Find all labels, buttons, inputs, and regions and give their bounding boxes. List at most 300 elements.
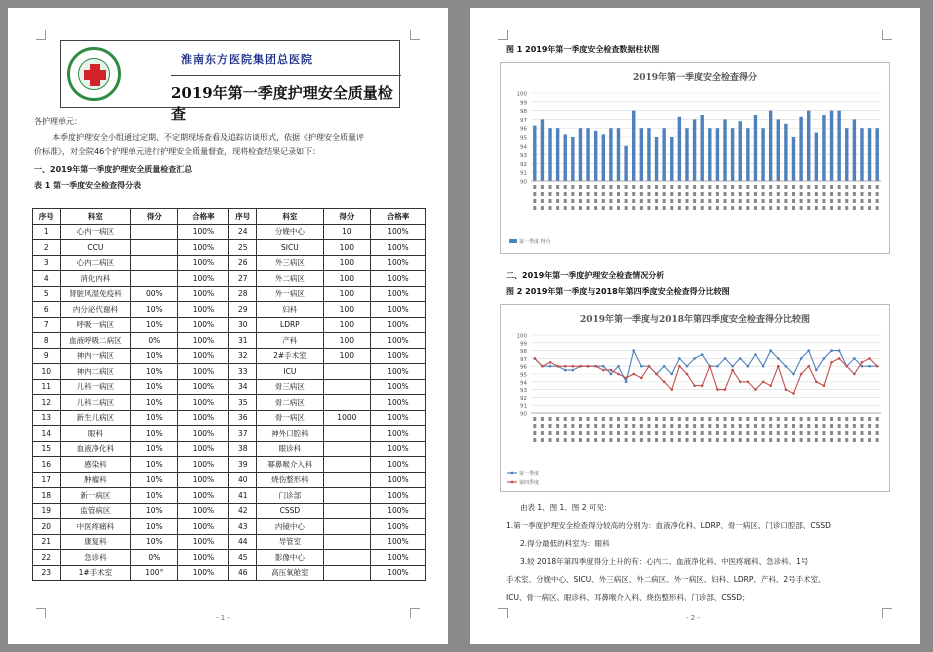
table-cell: 外三病区: [256, 255, 323, 271]
y-tick-label: 95: [520, 372, 527, 379]
x-tick-label: [693, 206, 696, 210]
table-cell: 100%: [178, 472, 229, 488]
table-cell: 门诊部: [256, 488, 323, 504]
data-point: [747, 365, 750, 368]
x-tick-label: [716, 192, 719, 196]
y-tick-label: 100: [516, 333, 527, 340]
data-point: [693, 384, 696, 387]
x-tick-label: [838, 424, 841, 428]
x-tick-label: [617, 431, 620, 435]
table-row: [33, 364, 426, 380]
bar: [632, 111, 635, 181]
data-point: [739, 381, 742, 384]
table-cell: 影像中心: [256, 550, 323, 566]
bar: [807, 111, 810, 181]
x-tick-label: [754, 417, 757, 421]
x-tick-label: [533, 417, 536, 421]
table-cell: 32: [229, 348, 257, 364]
data-point: [762, 381, 765, 384]
y-tick-label: 98: [520, 349, 527, 356]
table-cell: 肿瘤科: [60, 472, 131, 488]
x-tick-label: [571, 431, 574, 435]
table-cell: 100: [323, 271, 370, 287]
x-tick-label: [815, 431, 818, 435]
x-tick-label: [533, 438, 536, 442]
data-point: [534, 357, 537, 360]
table-row: [33, 503, 426, 519]
x-tick-label: [876, 424, 879, 428]
bar-chart-container: [500, 62, 890, 254]
bar: [875, 128, 878, 181]
x-tick-label: [845, 199, 848, 203]
bar: [602, 134, 605, 181]
table-cell: CCU: [60, 240, 131, 256]
table-cell: 心内二病区: [60, 255, 131, 271]
table-cell: 44: [229, 534, 257, 550]
x-tick-label: [533, 431, 536, 435]
x-tick-label: [792, 185, 795, 189]
x-tick-label: [701, 199, 704, 203]
table-cell: [323, 426, 370, 442]
x-tick-label: [830, 431, 833, 435]
data-point: [655, 373, 658, 376]
x-tick-label: [556, 424, 559, 428]
x-tick-label: [754, 192, 757, 196]
x-tick-label: [876, 438, 879, 442]
bar: [594, 131, 597, 181]
x-tick-label: [579, 438, 582, 442]
data-point: [807, 349, 810, 352]
bar: [670, 137, 673, 181]
table-cell: 妇科: [256, 302, 323, 318]
x-tick-label: [762, 185, 765, 189]
x-tick-label: [777, 438, 780, 442]
x-tick-label: [769, 206, 772, 210]
x-tick-label: [533, 192, 536, 196]
table-cell: 38: [229, 441, 257, 457]
table-row: [33, 550, 426, 566]
crop-mark: [882, 30, 892, 40]
x-tick-label: [632, 192, 635, 196]
table-cell: 10%: [131, 534, 178, 550]
bar: [784, 124, 787, 181]
table-cell: [323, 534, 370, 550]
table-header-cell: 序号: [229, 209, 257, 225]
data-point: [785, 388, 788, 391]
bar: [716, 128, 719, 181]
x-tick-label: [549, 417, 552, 421]
x-tick-label: [685, 424, 688, 428]
bar: [533, 126, 536, 181]
table-cell: 眼科: [60, 426, 131, 442]
x-tick-label: [663, 424, 666, 428]
x-tick-label: [655, 431, 658, 435]
x-tick-label: [663, 185, 666, 189]
x-tick-label: [647, 424, 650, 428]
table-cell: 100%: [370, 488, 425, 504]
data-point: [594, 365, 597, 368]
table-cell: 11: [33, 379, 61, 395]
table-row: [33, 302, 426, 318]
x-tick-label: [815, 438, 818, 442]
x-tick-label: [716, 438, 719, 442]
x-tick-label: [724, 199, 727, 203]
table-cell: 100%: [178, 302, 229, 318]
table-row: [33, 457, 426, 473]
table-cell: SICU: [256, 240, 323, 256]
x-tick-label: [701, 438, 704, 442]
bar: [853, 119, 856, 181]
x-tick-label: [731, 417, 734, 421]
section-heading-2: 二、2019年第一季度护理安全检查情况分析: [506, 271, 665, 280]
y-tick-label: 90: [520, 179, 527, 186]
x-tick-label: [655, 192, 658, 196]
table-cell: 100%: [370, 395, 425, 411]
x-tick-label: [587, 431, 590, 435]
data-point: [777, 357, 780, 360]
table-cell: 幂鼻喉介入科: [256, 457, 323, 473]
table-header-cell: 合格率: [178, 209, 229, 225]
table-row: [33, 441, 426, 457]
x-tick-label: [549, 438, 552, 442]
x-tick-label: [822, 185, 825, 189]
hospital-name: 淮南东方医院集团总医院: [181, 53, 313, 66]
bar: [624, 146, 627, 181]
x-tick-label: [822, 206, 825, 210]
x-tick-label: [800, 199, 803, 203]
table-cell: [323, 472, 370, 488]
table-cell: 100%: [370, 364, 425, 380]
x-tick-label: [587, 192, 590, 196]
x-tick-label: [670, 206, 673, 210]
x-tick-label: [693, 424, 696, 428]
x-tick-label: [754, 438, 757, 442]
greeting: 各护理单元：: [34, 117, 82, 126]
x-tick-label: [815, 192, 818, 196]
data-point: [701, 353, 704, 356]
x-tick-label: [655, 424, 658, 428]
x-tick-label: [541, 192, 544, 196]
table-cell: 10%: [131, 302, 178, 318]
x-tick-label: [876, 417, 879, 421]
x-tick-label: [632, 185, 635, 189]
table-row: [33, 317, 426, 333]
x-tick-label: [685, 417, 688, 421]
table-cell: 15: [33, 441, 61, 457]
table-cell: 10%: [131, 410, 178, 426]
bar: [731, 128, 734, 181]
x-tick-label: [655, 206, 658, 210]
table-cell: 34: [229, 379, 257, 395]
table-cell: 5: [33, 286, 61, 302]
x-tick-label: [579, 206, 582, 210]
table-cell: 30: [229, 317, 257, 333]
x-tick-label: [746, 424, 749, 428]
y-tick-label: 92: [520, 161, 527, 168]
table-cell: 100%: [178, 534, 229, 550]
x-tick-label: [647, 417, 650, 421]
x-tick-label: [853, 417, 856, 421]
table-cell: [323, 550, 370, 566]
x-tick-label: [868, 431, 871, 435]
table-row: [33, 565, 426, 581]
data-point: [602, 365, 605, 368]
x-tick-label: [693, 438, 696, 442]
table-cell: [323, 488, 370, 504]
x-tick-label: [739, 417, 742, 421]
x-tick-label: [609, 424, 612, 428]
x-tick-label: [571, 192, 574, 196]
x-tick-label: [731, 199, 734, 203]
x-tick-label: [663, 206, 666, 210]
table-cell: 100%: [178, 441, 229, 457]
chart-title: 2019年第一季度安全检查得分: [632, 73, 758, 83]
data-point: [868, 357, 871, 360]
table-cell: 眼诊科: [256, 441, 323, 457]
analysis-point-3c: ICU、骨一病区、眼诊科、耳鼻喉介入科、烧伤整形科、门诊部、CSSD；: [506, 593, 750, 602]
data-point: [861, 361, 864, 364]
bar: [579, 128, 582, 181]
x-tick-label: [594, 424, 597, 428]
x-tick-label: [739, 438, 742, 442]
table-cell: 14: [33, 426, 61, 442]
legend-label: 第四季度: [519, 480, 540, 486]
table-cell: 6: [33, 302, 61, 318]
x-tick-label: [587, 424, 590, 428]
bar: [647, 128, 650, 181]
table-cell: 7: [33, 317, 61, 333]
x-tick-label: [609, 185, 612, 189]
table-cell: 100%: [178, 488, 229, 504]
data-point: [731, 369, 734, 372]
data-point: [838, 349, 841, 352]
table-cell: 19: [33, 503, 61, 519]
x-tick-label: [617, 206, 620, 210]
x-tick-label: [708, 192, 711, 196]
data-point: [769, 349, 772, 352]
x-tick-label: [609, 199, 612, 203]
bar: [739, 121, 742, 181]
x-tick-label: [876, 192, 879, 196]
score-table: [32, 208, 426, 581]
x-tick-label: [784, 199, 787, 203]
x-tick-label: [876, 199, 879, 203]
x-tick-label: [594, 206, 597, 210]
table-cell: 100: [323, 348, 370, 364]
table-cell: 27: [229, 271, 257, 287]
data-point: [754, 353, 757, 356]
y-tick-label: 99: [520, 341, 527, 348]
x-tick-label: [670, 424, 673, 428]
bar: [868, 128, 871, 181]
bar: [700, 115, 703, 181]
x-tick-label: [579, 431, 582, 435]
bar: [586, 128, 589, 181]
x-tick-label: [541, 185, 544, 189]
y-tick-label: 90: [520, 411, 527, 418]
x-tick-label: [860, 417, 863, 421]
table-cell: 40: [229, 472, 257, 488]
data-point: [769, 384, 772, 387]
table-cell: 外二病区: [256, 271, 323, 287]
x-tick-label: [739, 431, 742, 435]
table-cell: 感染科: [60, 457, 131, 473]
table-row: [33, 488, 426, 504]
table-cell: 43: [229, 519, 257, 535]
x-tick-label: [632, 199, 635, 203]
x-tick-label: [701, 206, 704, 210]
bar: [830, 111, 833, 181]
x-tick-label: [556, 417, 559, 421]
table-cell: 100%: [178, 519, 229, 535]
data-point: [572, 369, 575, 372]
x-tick-label: [724, 206, 727, 210]
x-tick-label: [876, 431, 879, 435]
data-point: [625, 377, 628, 380]
section-heading-1: 一、2019年第一季度护理安全质量检查汇总: [34, 165, 193, 174]
table-cell: 36: [229, 410, 257, 426]
table-cell: 10%: [131, 395, 178, 411]
table-cell: 100: [323, 317, 370, 333]
crop-mark: [498, 608, 508, 618]
x-tick-label: [830, 185, 833, 189]
bar: [761, 128, 764, 181]
x-tick-label: [670, 417, 673, 421]
table-cell: 100%: [370, 550, 425, 566]
y-tick-label: 92: [520, 395, 527, 402]
data-point: [845, 365, 848, 368]
x-tick-label: [549, 192, 552, 196]
x-tick-label: [701, 424, 704, 428]
x-tick-label: [876, 206, 879, 210]
x-tick-label: [617, 199, 620, 203]
x-tick-label: [830, 206, 833, 210]
data-point: [640, 365, 643, 368]
table-cell: [131, 271, 178, 287]
x-tick-label: [853, 192, 856, 196]
x-tick-label: [853, 431, 856, 435]
x-tick-label: [564, 192, 567, 196]
x-tick-label: [533, 424, 536, 428]
data-point: [754, 388, 757, 391]
bar: [769, 111, 772, 181]
x-tick-label: [556, 206, 559, 210]
data-point: [587, 365, 590, 368]
x-tick-label: [845, 424, 848, 428]
x-tick-label: [541, 199, 544, 203]
table-cell: 100%: [370, 302, 425, 318]
analysis-intro: 由表 1、图 1、图 2 可见：: [520, 503, 612, 512]
crop-mark: [498, 30, 508, 40]
table-cell: 4: [33, 271, 61, 287]
document-page-2: [470, 8, 920, 644]
y-tick-label: 96: [520, 364, 527, 371]
x-tick-label: [609, 438, 612, 442]
table-cell: CSSD: [256, 503, 323, 519]
x-tick-label: [822, 431, 825, 435]
x-tick-label: [533, 185, 536, 189]
x-tick-label: [860, 206, 863, 210]
x-tick-label: [807, 206, 810, 210]
x-tick-label: [663, 192, 666, 196]
table-cell: 100%: [370, 519, 425, 535]
table-cell: 100%: [178, 255, 229, 271]
x-tick-label: [571, 199, 574, 203]
data-point: [632, 349, 635, 352]
data-point: [686, 373, 689, 376]
x-tick-label: [541, 417, 544, 421]
x-tick-label: [594, 431, 597, 435]
x-tick-label: [541, 424, 544, 428]
table-cell: 100°: [131, 565, 178, 581]
x-tick-label: [853, 438, 856, 442]
analysis-point-3a: 3.较 2018年第四季度得分上升的有：心内二、血液净化科、中医疼痛科、急诊科、1号: [520, 557, 809, 566]
x-tick-label: [655, 199, 658, 203]
x-tick-label: [830, 199, 833, 203]
x-tick-label: [868, 417, 871, 421]
x-tick-label: [602, 438, 605, 442]
table-cell: 10%: [131, 364, 178, 380]
y-tick-label: 99: [520, 100, 527, 107]
table-row: [33, 286, 426, 302]
x-tick-label: [868, 424, 871, 428]
x-tick-label: [800, 424, 803, 428]
table-cell: 22: [33, 550, 61, 566]
legend-label: 第一季度: [519, 471, 540, 477]
x-tick-label: [807, 424, 810, 428]
x-tick-label: [838, 199, 841, 203]
x-tick-label: [678, 185, 681, 189]
data-point: [678, 365, 681, 368]
table-cell: 100%: [370, 333, 425, 349]
x-tick-label: [784, 192, 787, 196]
x-tick-label: [602, 424, 605, 428]
data-point: [701, 384, 704, 387]
bar: [564, 134, 567, 181]
x-tick-label: [807, 199, 810, 203]
table-cell: [131, 255, 178, 271]
hospital-logo-icon: [67, 47, 121, 101]
table-cell: 18: [33, 488, 61, 504]
x-tick-label: [670, 431, 673, 435]
data-point: [564, 369, 567, 372]
table-cell: 25: [229, 240, 257, 256]
data-point: [663, 381, 666, 384]
table-cell: 100%: [178, 565, 229, 581]
x-tick-label: [640, 199, 643, 203]
x-tick-label: [792, 438, 795, 442]
x-tick-label: [792, 192, 795, 196]
x-tick-label: [579, 417, 582, 421]
x-tick-label: [609, 206, 612, 210]
x-tick-label: [716, 431, 719, 435]
x-tick-label: [564, 199, 567, 203]
data-point: [777, 365, 780, 368]
x-tick-label: [609, 192, 612, 196]
table-cell: 17: [33, 472, 61, 488]
x-tick-label: [647, 199, 650, 203]
data-point: [670, 388, 673, 391]
data-point: [648, 365, 651, 368]
x-tick-label: [860, 192, 863, 196]
table-cell: 10: [323, 224, 370, 240]
table-cell: 26: [229, 255, 257, 271]
x-tick-label: [784, 438, 787, 442]
bar: [754, 115, 757, 181]
bar: [845, 128, 848, 181]
data-point: [868, 365, 871, 368]
x-tick-label: [625, 192, 628, 196]
